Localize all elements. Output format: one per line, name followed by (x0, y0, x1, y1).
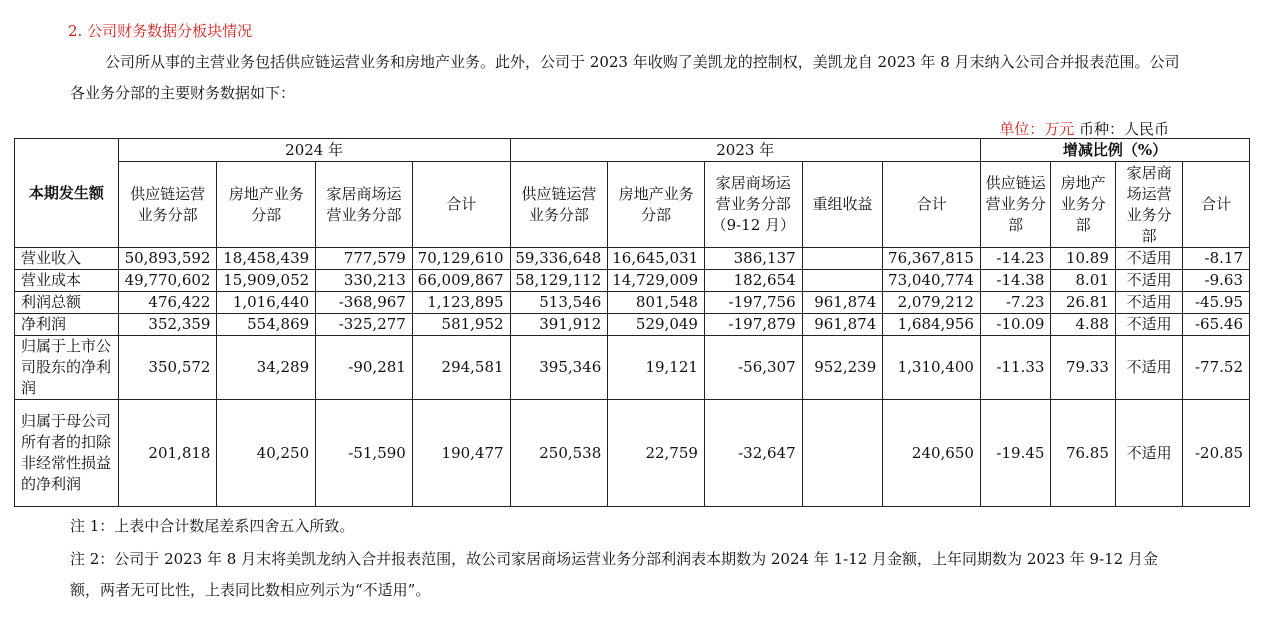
table-cell: 76,367,815 (883, 248, 981, 270)
table-cell: 73,040,774 (883, 270, 981, 292)
table-cell: 不适用 (1115, 314, 1182, 336)
table-cell: 14,729,009 (608, 270, 705, 292)
group-header-2023: 2023 年 (510, 139, 980, 162)
table-cell: 15,909,052 (217, 270, 316, 292)
table-cell: 18,458,439 (217, 248, 316, 270)
table-cell: 40,250 (217, 400, 316, 507)
row-label: 净利润 (15, 314, 119, 336)
group-header-2024: 2024 年 (118, 139, 510, 162)
table-cell: 49,770,602 (118, 270, 217, 292)
note-1: 注 1：上表中合计数尾差系四舍五入所致。 (70, 517, 355, 535)
table-cell: 250,538 (510, 400, 608, 507)
table-cell: 59,336,648 (510, 248, 608, 270)
table-cell: 76.85 (1051, 400, 1115, 507)
table-cell: -14.38 (980, 270, 1051, 292)
table-cell: 10.89 (1051, 248, 1115, 270)
group-header-change: 增减比例（%） (980, 139, 1249, 162)
table-cell: -32,647 (704, 400, 802, 507)
table-cell: 4.88 (1051, 314, 1115, 336)
table-cell: -77.52 (1183, 336, 1250, 400)
table-cell: 50,893,592 (118, 248, 217, 270)
table-body (15, 248, 1250, 507)
table-cell: -19.45 (980, 400, 1051, 507)
table-cell: 2,079,212 (883, 292, 981, 314)
col-header-2023-supply: 供应链运营业务分部 (510, 162, 608, 248)
table-cell: 777,579 (316, 248, 413, 270)
table-cell: -8.17 (1183, 248, 1250, 270)
table-cell: -14.23 (980, 248, 1051, 270)
table-row (15, 314, 1250, 336)
table-cell: 513,546 (510, 292, 608, 314)
note-2: 注 2：公司于 2023 年 8 月末将美凯龙纳入合并报表范围，故公司家居商场运营业务分部利润表本期数为 2024 年 1-12 月金额，上年同期数为 2023 年 9-12 月金额，两者无可比性，上表同比数相应列示为“不适用”。 (70, 550, 1158, 599)
table-cell: -56,307 (704, 336, 802, 400)
table-cell: 34,289 (217, 336, 316, 400)
row-label: 营业收入 (15, 248, 119, 270)
financial-segment-table (14, 138, 1250, 507)
table-cell: -9.63 (1183, 270, 1250, 292)
table-corner-header: 本期发生额 (15, 139, 119, 248)
col-header-2023-realestate: 房地产业务分部 (608, 162, 705, 248)
table-cell (802, 270, 883, 292)
table-cell: 1,310,400 (883, 336, 981, 400)
row-label: 营业成本 (15, 270, 119, 292)
table-cell: -197,879 (704, 314, 802, 336)
table-cell: 26.81 (1051, 292, 1115, 314)
table-cell: 1,684,956 (883, 314, 981, 336)
table-cell: 58,129,112 (510, 270, 608, 292)
currency-label: 币种：人民币 (1078, 120, 1169, 138)
intro-paragraph: 公司所从事的主营业务包括供应链运营业务和房地产业务。此外，公司于 2023 年收购了美凯龙的控制权，美凯龙自 2023 年 8 月末纳入公司合并报表范围。公司各业务分部的主要财务数据如下： (70, 53, 1180, 102)
table-cell: 961,874 (802, 292, 883, 314)
table-cell (802, 400, 883, 507)
unit-line (999, 118, 1169, 139)
table-cell: -10.09 (980, 314, 1051, 336)
table-cell: 201,818 (118, 400, 217, 507)
table-cell: 294,581 (412, 336, 510, 400)
table-cell: 395,346 (510, 336, 608, 400)
table-row (15, 400, 1250, 507)
section-title: 2. 公司财务数据分板块情况 (68, 22, 253, 40)
table-cell: 391,912 (510, 314, 608, 336)
table-cell: 240,650 (883, 400, 981, 507)
col-header-2023-mall: 家居商场运营业务分部（9-12 月） (704, 162, 802, 248)
table-cell: -51,590 (316, 400, 413, 507)
col-header-change-supply: 供应链运营业务分部 (980, 162, 1051, 248)
table-cell: 182,654 (704, 270, 802, 292)
table-cell: 79.33 (1051, 336, 1115, 400)
row-label: 归属于母公司所有者的扣除非经常性损益的净利润 (15, 400, 119, 507)
table-row (15, 292, 1250, 314)
table-cell: 350,572 (118, 336, 217, 400)
table-cell: 330,213 (316, 270, 413, 292)
table-cell: -325,277 (316, 314, 413, 336)
table-cell: 554,869 (217, 314, 316, 336)
table-cell: 不适用 (1115, 248, 1182, 270)
table-cell: 22,759 (608, 400, 705, 507)
table-cell: -11.33 (980, 336, 1051, 400)
col-header-2024-total: 合计 (412, 162, 510, 248)
row-label: 利润总额 (15, 292, 119, 314)
table-cell: 不适用 (1115, 292, 1182, 314)
row-label: 归属于上市公司股东的净利润 (15, 336, 119, 400)
table-cell: 1,016,440 (217, 292, 316, 314)
table-cell: 不适用 (1115, 400, 1182, 507)
table-cell: -7.23 (980, 292, 1051, 314)
table-cell: 961,874 (802, 314, 883, 336)
col-header-2024-supply: 供应链运营业务分部 (118, 162, 217, 248)
table-cell: 8.01 (1051, 270, 1115, 292)
table-row (15, 270, 1250, 292)
table-cell: 476,422 (118, 292, 217, 314)
table-cell: -65.46 (1183, 314, 1250, 336)
unit-label: 单位：万元 (999, 120, 1075, 138)
col-header-2023-restructure: 重组收益 (802, 162, 883, 248)
col-header-change-realestate: 房地产业务分部 (1051, 162, 1115, 248)
table-cell: 190,477 (412, 400, 510, 507)
table-cell: 1,123,895 (412, 292, 510, 314)
table-cell (802, 248, 883, 270)
table-cell: 66,009,867 (412, 270, 510, 292)
table-cell: 70,129,610 (412, 248, 510, 270)
table-cell: 952,239 (802, 336, 883, 400)
table-row (15, 336, 1250, 400)
col-header-change-total: 合计 (1183, 162, 1250, 248)
col-header-2023-total: 合计 (883, 162, 981, 248)
col-header-2024-realestate: 房地产业务分部 (217, 162, 316, 248)
table-cell: -20.85 (1183, 400, 1250, 507)
table-cell: -197,756 (704, 292, 802, 314)
table-cell: -368,967 (316, 292, 413, 314)
table-cell: -45.95 (1183, 292, 1250, 314)
col-header-2024-mall: 家居商场运营业务分部 (316, 162, 413, 248)
table-cell: 529,049 (608, 314, 705, 336)
table-cell: 386,137 (704, 248, 802, 270)
table-cell: 581,952 (412, 314, 510, 336)
table-cell: 16,645,031 (608, 248, 705, 270)
table-cell: 801,548 (608, 292, 705, 314)
table-row (15, 248, 1250, 270)
table-cell: 不适用 (1115, 270, 1182, 292)
table-cell: 不适用 (1115, 336, 1182, 400)
table-cell: -90,281 (316, 336, 413, 400)
col-header-change-mall: 家居商场运营业务分部 (1115, 162, 1182, 248)
table-cell: 352,359 (118, 314, 217, 336)
table-cell: 19,121 (608, 336, 705, 400)
